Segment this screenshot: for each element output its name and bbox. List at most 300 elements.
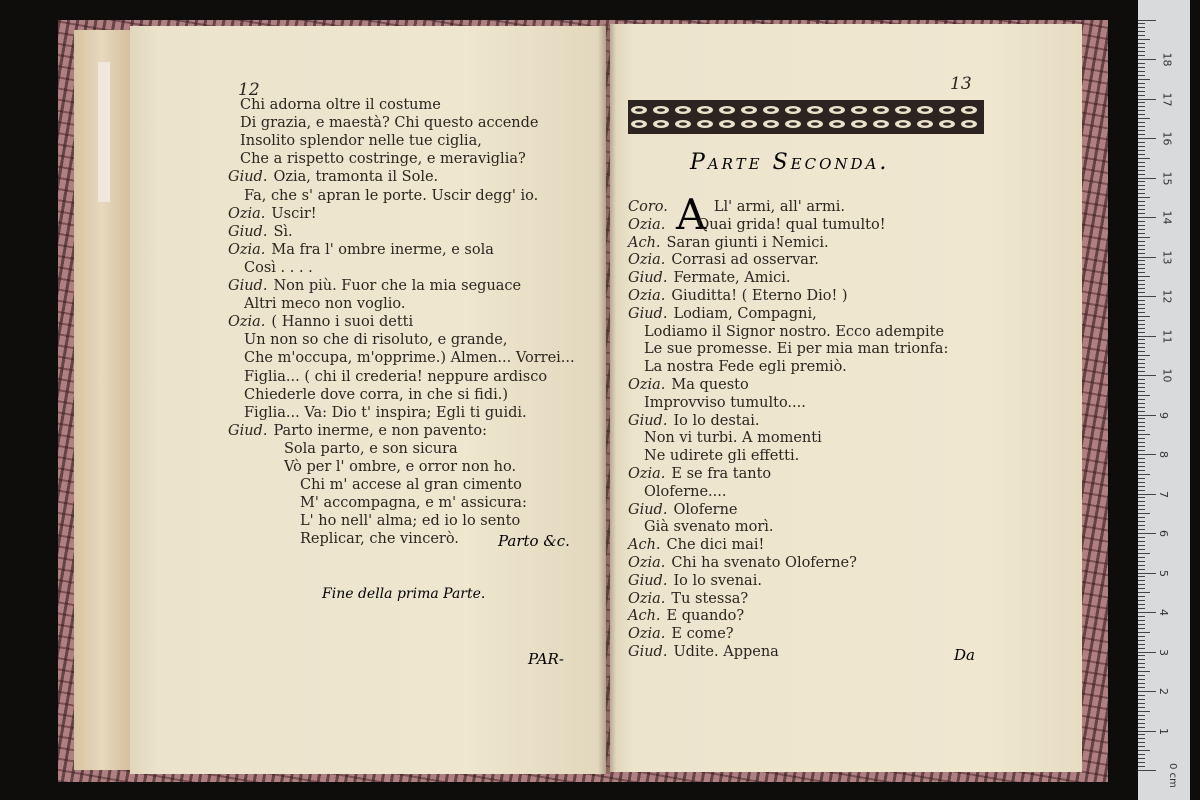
ruler-tick [1138,731,1156,732]
ruler-tick [1138,422,1145,423]
line-text: Ma fra l' ombre inerme, e sola [271,241,494,258]
ruler-tick [1138,513,1150,514]
ruler-tick [1138,541,1145,542]
speaker-label: Ozia. [628,252,666,269]
ruler-tick [1138,675,1145,676]
ruler-tick [1138,580,1145,581]
ruler-tick [1138,596,1145,597]
ruler-tick [1138,442,1145,443]
ruler-tick [1138,592,1150,593]
ruler-tick [1138,446,1145,447]
ruler-tick [1138,122,1145,123]
speaker-label: Giud. [628,270,668,287]
ruler-tick [1138,79,1150,80]
line-text: Così . . . . [244,259,313,276]
line-text: Ne udirete gli effetti. [644,448,800,465]
ruler-tick [1138,332,1145,333]
ruler-tick [1138,636,1145,637]
ruler-tick [1138,608,1145,609]
speaker-label: Giud. [628,644,668,660]
line-text: Oloferne.... [644,483,727,500]
text-line [228,205,317,223]
speaker-label: Giud. [628,501,668,518]
text-line [644,429,822,447]
ruler-tick [1138,67,1145,68]
text-line [628,643,779,661]
ruler-tick [1138,55,1145,56]
ruler-tick [1138,399,1145,400]
ruler-tick [1138,257,1156,258]
line-text: Lodiamo il Signor nostro. Ecco adempite [644,323,945,340]
ruler-tick [1138,20,1156,21]
text-line [244,349,575,367]
ruler-tick [1138,683,1145,684]
speaker-label: Ozia. [628,626,666,643]
ruler-tick [1138,529,1145,530]
ruler-label: 11 [1160,329,1174,343]
speaker-label: Coro. [628,199,668,215]
text-line [628,376,749,394]
ruler-tick [1138,154,1145,155]
text-line [628,590,748,608]
ruler-tick [1138,284,1145,285]
ruler-tick [1138,91,1145,92]
ruler-tick [1138,174,1145,175]
ruler-tick [1138,162,1145,163]
ruler-tick [1138,644,1145,645]
text-line [228,422,487,440]
line-text: Fa, che s' apran le porte. Uscir degg' io. [244,187,539,204]
line-text: Che m'occupa, m'opprime.) Almen... Vorrei... [244,350,575,367]
ruler-tick [1138,604,1145,605]
line-text: Chi adorna oltre il costume [240,97,441,113]
ruler-tick [1138,691,1156,692]
text-line [244,404,527,422]
text-line [284,458,516,476]
ruler-tick [1138,612,1156,613]
line-text: Improvviso tumulto.... [644,394,806,411]
text-line [628,287,848,305]
ruler-tick [1138,418,1145,419]
ruler-tick [1138,367,1145,368]
ruler-tick [1138,430,1145,431]
speaker-label: Ach. [628,234,661,251]
ruler-tick [1138,363,1145,364]
ruler-tick [1138,114,1145,115]
text-line [300,494,527,512]
ruler-tick [1138,359,1145,360]
ruler-tick [1138,276,1150,277]
speaker-label: Ozia. [228,241,266,258]
line-text: Insolito splendor nelle tue ciglia, [240,133,482,150]
speaker-label: Ach. [628,537,661,554]
text-line [228,241,494,259]
ruler-tick [1138,699,1145,700]
ruler-tick [1138,557,1145,558]
text-line [240,132,482,150]
ruler-tick [1138,87,1145,88]
ruler-tick [1138,501,1145,502]
speaker-label: Ozia. [228,314,266,331]
speaker-label: Giud. [228,223,268,240]
ruler-tick [1138,750,1150,751]
ruler-tick [1138,142,1145,143]
ruler-tick [1138,620,1145,621]
line-text: Quai grida! qual tumulto! [697,216,886,233]
ruler-tick [1138,158,1150,159]
ruler-tick [1138,185,1145,186]
ruler-tick [1138,632,1150,633]
ruler-tick [1138,31,1145,32]
ruler-tick [1138,189,1145,190]
text-line [240,114,539,132]
ruler-label: 12 [1160,289,1174,304]
ruler-tick [1138,245,1145,246]
ruler-tick [1138,355,1150,356]
ruler-tick [1138,738,1145,739]
section-heading: Parte Seconda. [690,150,890,175]
text-line [244,386,508,404]
text-line [228,313,413,331]
ruler-tick [1138,268,1145,269]
ruler-tick [1138,213,1145,214]
ruler-tick [1138,304,1145,305]
ruler-tick [1138,328,1145,329]
ruler-tick [1138,584,1145,585]
ruler-tick [1138,59,1156,60]
ruler-tick [1138,652,1156,653]
line-text: Non vi turbi. A momenti [644,430,822,447]
ruler-tick [1138,640,1145,641]
text-line [284,440,458,458]
line-text: Io lo svenai. [673,572,762,589]
ruler-label: 3 [1157,648,1170,656]
text-line [644,340,948,358]
ruler-tick [1138,51,1145,52]
speaker-label: Giud. [228,169,268,186]
ruler-tick [1138,569,1145,570]
ruler-tick [1138,347,1145,348]
speaker-label: Giud. [628,572,668,589]
right-catchword: Da [954,646,975,664]
ruler-tick [1138,181,1145,182]
ruler-tick [1138,703,1145,704]
ruler-tick [1138,545,1145,546]
ruler-tick [1138,746,1145,747]
ruler-tick [1138,280,1145,281]
ruler-tick [1138,616,1145,617]
text-line [628,305,817,323]
line-text: Chiederle dove corra, in che si fidi.) [244,386,509,403]
ruler-tick [1138,679,1145,680]
text-line [628,554,857,572]
drop-cap: A [676,190,707,239]
text-line [628,607,744,625]
text-line [240,150,526,168]
ruler-tick [1138,628,1145,629]
speaker-label: Ozia. [628,377,666,393]
ruler-tick [1138,296,1156,297]
ruler-tick [1138,742,1145,743]
ruler-tick [1138,201,1145,202]
line-text: Che dici mai! [666,537,765,554]
ruler-label: 6 [1157,530,1170,537]
ruler-tick [1138,253,1145,254]
ruler-tick [1138,509,1145,510]
ruler-tick [1138,565,1145,566]
ruler-tick [1138,395,1150,396]
ruler-tick [1138,438,1145,439]
speaker-label: Ach. [628,608,661,625]
ruler-label: 1 [1157,727,1170,735]
text-line [628,251,819,269]
ruler-tick [1138,27,1145,28]
ruler-label: 14 [1160,210,1174,225]
speaker-label: Giud. [228,278,268,294]
line-text: ( Hanno i suoi detti [271,314,414,331]
line-text: E se fra tanto [671,466,772,482]
ruler-tick [1138,217,1156,218]
speaker-label: Giud. [228,422,268,439]
ruler-tick [1138,221,1145,222]
line-text: L' ho nell' alma; ed io lo sento [300,513,521,530]
text-line [228,277,521,295]
text-line [628,572,762,590]
ruler-tick [1138,336,1156,337]
speaker-label: Ozia. [628,590,666,607]
ruler-label: 2 [1157,688,1170,695]
text-line [628,625,734,643]
speaker-label: Giud. [628,305,668,322]
line-text: Lodiam, Compagni, [673,305,817,322]
ruler-tick [1138,415,1156,416]
ruler-tick [1138,727,1145,728]
ruler-tick [1138,233,1145,234]
ruler-tick [1138,766,1145,767]
line-text: Sola parto, e son sicura [284,440,458,457]
ruler-tick [1138,249,1145,250]
line-text: Udite. Appena [673,644,779,660]
line-text: Corrasi ad osservar. [671,252,819,269]
ruler-label: 4 [1157,609,1170,616]
ruler-label: 10 [1160,368,1174,383]
ruler-tick [1138,47,1145,48]
ruler-tick [1138,371,1145,372]
ruler-tick [1138,99,1156,100]
line-text: Un non so che di risoluto, e grande, [244,332,508,349]
ruler-tick [1138,770,1156,771]
line-text: Che a rispetto costringe, e meraviglia? [240,151,526,168]
ruler-tick [1138,118,1150,119]
ruler-tick [1138,719,1145,720]
ruler-tick [1138,434,1150,435]
ruler-tick [1138,576,1145,577]
ruler-tick [1138,166,1145,167]
ruler-tick [1138,462,1145,463]
line-text: Vò per l' ombre, e orror non ho. [284,459,517,475]
ruler-tick [1138,474,1150,475]
ruler-tick [1138,573,1156,574]
ruler-tick [1138,110,1145,111]
fine-prima-parte: Fine della prima Parte. [322,586,486,602]
ruler-tick [1138,505,1145,506]
ruler-tick [1138,600,1145,601]
ruler-tick [1138,553,1150,554]
line-text: Già svenato morì. [644,519,774,536]
text-line [300,512,520,530]
ruler-tick [1138,102,1145,103]
ruler-tick [1138,648,1145,649]
text-line [628,234,829,252]
ruler-tick [1138,146,1145,147]
ruler-label: 7 [1157,490,1170,498]
ruler-tick [1138,375,1156,376]
ruler-tick [1138,320,1145,321]
line-text: Altri meco non voglio. [244,296,406,313]
line-text: Ozia, tramonta il Sole. [273,169,439,186]
measurement-ruler [1138,0,1190,800]
ruler-tick [1138,497,1145,498]
text-line [244,295,405,313]
book-gutter [598,24,616,774]
ruler-tick [1138,43,1145,44]
speaker-label: Ozia. [628,555,666,571]
ruler-tick [1138,35,1145,36]
ruler-tick [1138,197,1150,198]
line-text: E come? [671,626,734,643]
ruler-tick [1138,454,1156,455]
ruler-tick [1138,264,1145,265]
ruler-tick [1138,39,1150,40]
ruler-tick [1138,209,1145,210]
text-line [644,518,774,536]
line-text: Sì. [273,223,293,240]
ruler-tick [1138,411,1145,412]
line-text: Oloferne [673,501,738,518]
line-text: Fermate, Amici. [673,270,791,287]
ruler-tick [1138,391,1145,392]
line-text: Ll' armi, all' armi. [713,199,845,215]
ruler-tick [1138,663,1145,664]
speaker-label: Ozia. [228,205,266,222]
ruler-tick [1138,387,1145,388]
decorative-border-ornament [628,100,984,134]
line-text: Tu stessa? [671,590,749,607]
ruler-tick [1138,95,1145,96]
line-text: Saran giunti i Nemici. [666,234,829,251]
line-text: Figlia... Va: Dio t' inspira; Egli ti guidi. [244,404,527,421]
ruler-tick [1138,324,1145,325]
speaker-label: Ozia. [628,288,666,304]
line-text: E quando? [666,608,745,625]
text-line [628,536,764,554]
parto-line: Parto &c. [498,532,570,550]
ruler-tick [1138,205,1145,206]
ruler-tick [1138,272,1145,273]
ruler-tick [1138,525,1145,526]
ruler-tick [1138,695,1145,696]
text-line [644,447,799,465]
ruler-tick [1138,403,1145,404]
text-line [628,216,886,234]
ruler-label: 5 [1157,569,1170,577]
ruler-tick [1138,687,1145,688]
ruler-tick [1138,466,1145,467]
text-line [628,198,845,216]
ruler-tick [1138,383,1145,384]
line-text: Non più. Fuor che la mia seguace [273,278,522,294]
text-line [300,530,459,548]
right-page-number: 13 [950,74,972,94]
text-line [628,501,738,519]
ruler-tick [1138,723,1145,724]
ruler-tick [1138,470,1145,471]
line-text: Chi m' accese al gran cimento [300,477,522,494]
line-text: Giuditta! ( Eterno Dio! ) [671,288,848,304]
paper-strip [98,62,110,202]
ruler-tick [1138,300,1145,301]
ruler-tick [1138,106,1145,107]
ruler-tick [1138,225,1145,226]
ruler-tick [1138,75,1145,76]
ruler-tick [1138,450,1145,451]
text-line [644,483,727,501]
ruler-tick [1138,134,1145,135]
ruler-tick [1138,193,1145,194]
line-text: Io lo destai. [673,412,760,429]
ruler-tick [1138,659,1145,660]
line-text: M' accompagna, e m' assicura: [300,495,527,512]
ruler-tick [1138,711,1150,712]
ruler-tick [1138,237,1150,238]
text-line [628,412,760,430]
ruler-tick [1138,229,1145,230]
ruler-tick [1138,494,1156,495]
ruler-label: 16 [1160,131,1174,146]
ruler-tick [1138,490,1145,491]
ruler-tick [1138,130,1145,131]
ruler-tick [1138,343,1145,344]
ruler-tick [1138,126,1145,127]
ruler-tick [1138,170,1145,171]
line-text: Uscir! [271,205,317,222]
ruler-tick [1138,549,1145,550]
ruler-tick [1138,734,1145,735]
line-text: Chi ha svenato Oloferne? [671,555,857,571]
line-text: Figlia... ( chi il crederia! neppure ardisco [244,368,548,385]
ruler-label: 13 [1160,250,1174,264]
ruler-tick [1138,482,1145,483]
line-text: Parto inerme, e non pavento: [273,422,488,439]
text-line [300,476,522,494]
ruler-tick [1138,667,1145,668]
text-line [244,368,547,386]
ruler-tick [1138,308,1145,309]
ruler-tick [1138,486,1145,487]
ruler-tick [1138,624,1145,625]
line-text: La nostra Fede egli premiò. [644,359,847,376]
ruler-tick [1138,316,1150,317]
text-line [644,323,944,341]
text-line [628,269,790,287]
ruler-tick [1138,288,1145,289]
text-line [228,168,438,186]
ruler-tick [1138,588,1145,589]
text-line [228,223,293,241]
ruler-tick [1138,339,1145,340]
ruler-tick [1138,762,1145,763]
speaker-label: Giud. [628,412,668,429]
